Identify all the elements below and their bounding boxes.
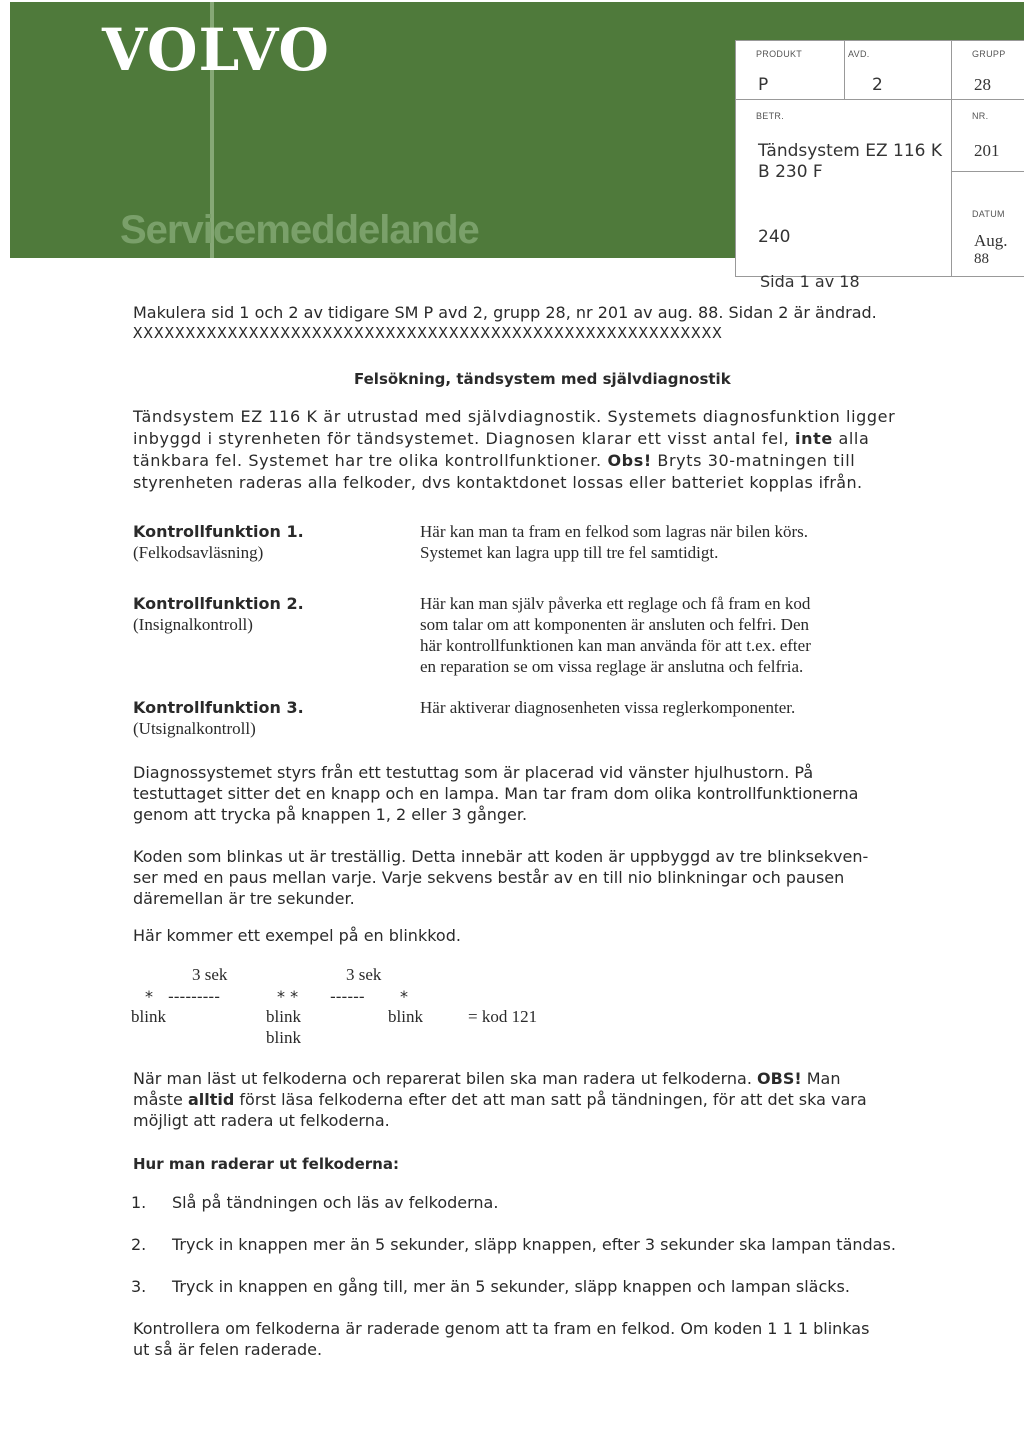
intro-line-2: inbyggd i styrenheten för tändsystemet. Diagnosen klarar ett visst antal fel, inte alla (133, 429, 870, 448)
nr-label: NR. (972, 111, 989, 121)
step-text: Tryck in knappen en gång till, mer än 5 sekunder, släpp knappen och lampan släcks. (172, 1277, 850, 1296)
nr-value: 201 (974, 141, 1000, 160)
function-3 (133, 697, 304, 739)
blink-label-1: blink (131, 1007, 166, 1026)
blink-star-2: * * (277, 987, 299, 1006)
intro-line-4: styrenheten raderas alla felkoder, dvs kontaktdonet lossas eller batteriet kopplas ifrån. (133, 473, 863, 492)
step-number: 2. (131, 1235, 147, 1254)
produkt-value: P (758, 75, 769, 95)
emphasis: alltid (187, 1090, 235, 1109)
cancel-notice: Makulera sid 1 och 2 av tidigare SM P avd 2, grupp 28, nr 201 av aug. 88. Sidan 2 är ändrad. (133, 303, 877, 322)
pause-dash-2: ------ (330, 987, 365, 1006)
emphasis: OBS! (757, 1069, 802, 1088)
betr-line-2: B 230 F (758, 162, 823, 182)
pause-dash-1: --------- (168, 987, 220, 1006)
function-2 (133, 593, 304, 635)
function-3-desc: Här aktiverar diagnosenheten vissa reglerkomponenter. (420, 698, 796, 717)
betr-line-1: Tändsystem EZ 116 K (758, 141, 943, 161)
strike-line: XXXXXXXXXXXXXXXXXXXXXXXXXXXXXXXXXXXXXXXXXXXXXXXXXXXXXXXX (133, 324, 723, 342)
blink-star-1: * (145, 987, 153, 1006)
document-info-table (735, 40, 1024, 277)
blink-star-3: * (400, 987, 408, 1006)
code-paragraph: Koden som blinkas ut är treställig. Detta innebär att koden är uppbyggd av tre blinksekven- ser med en paus mellan varje. Varje sekvens består av en till nio blinkningar och pausen däremellan är tre sekunder. (133, 847, 869, 908)
function-2-desc: Här kan man själv påverka ett reglage och få fram en kod som talar om att komponenten är ansluten och felfri. Den här kontrollfunktionen kan man använda för att t.ex. efter en reparation se om vissa reglage är anslutna och felfria. (420, 594, 811, 676)
table-rule (951, 171, 1024, 172)
erase-paragraph-line-3: möjligt att radera ut felkoderna. (133, 1111, 390, 1130)
produkt-label: PRODUKT (756, 49, 803, 59)
grupp-label: GRUPP (972, 49, 1006, 59)
example-intro: Här kommer ett exempel på en blinkkod. (133, 926, 461, 945)
function-title: Kontrollfunktion 2. (133, 594, 304, 613)
function-subtitle: (Felkodsavläsning) (133, 543, 264, 562)
betr-line-3: 240 (758, 227, 791, 247)
intro-line-3: tänkbara fel. Systemet har tre olika kontrollfunktioner. Obs! Bryts 30-matningen till (133, 451, 856, 470)
datum-line-2: 88 (974, 251, 989, 267)
step-number: 3. (131, 1277, 147, 1296)
section-title: Felsökning, tändsystem med självdiagnostik (354, 370, 731, 388)
datum-label: DATUM (972, 209, 1005, 219)
function-title: Kontrollfunktion 3. (133, 698, 304, 717)
function-subtitle: (Insignalkontroll) (133, 615, 253, 634)
function-1-desc: Här kan man ta fram en felkod som lagras när bilen körs. Systemet kan lagra upp till tre fel samtidigt. (420, 522, 809, 562)
grupp-value: 28 (974, 75, 991, 94)
betr-label: BETR. (756, 111, 785, 121)
table-rule (736, 99, 1024, 100)
document-type-title: Servicemeddelande (120, 208, 479, 252)
step-number: 1. (131, 1193, 147, 1212)
datum-line-1: Aug. (974, 231, 1008, 250)
step-text: Slå på tändningen och läs av felkoderna. (172, 1193, 499, 1212)
avd-value: 2 (872, 75, 883, 95)
function-title: Kontrollfunktion 1. (133, 522, 304, 541)
emphasis: inte (795, 429, 833, 448)
diag-paragraph: Diagnossystemet styrs från ett testuttag som är placerad vid vänster hjulhustorn. På testuttaget sitter det en knapp och en lampa. Man tar fram dom olika kontrollfunktionerna genom att trycka på knappen 1, 2 eller 3 gånger. (133, 763, 859, 824)
table-rule (844, 41, 845, 99)
step-text: Tryck in knappen mer än 5 sekunder, släpp knappen, efter 3 sekunder ska lampan tändas. (172, 1235, 896, 1254)
function-subtitle: (Utsignalkontroll) (133, 719, 256, 738)
table-rule (951, 41, 952, 276)
final-paragraph: Kontrollera om felkoderna är raderade genom att ta fram en felkod. Om koden 1 1 1 blinkas ut så är felen raderade. (133, 1319, 870, 1359)
blink-label-2a: blink (266, 1007, 301, 1026)
erase-paragraph-line-1: När man läst ut felkoderna och reparerat bilen ska man radera ut felkoderna. OBS! Man (133, 1069, 841, 1088)
avd-label: AVD. (848, 49, 870, 59)
howto-heading: Hur man raderar ut felkoderna: (133, 1155, 399, 1173)
function-1 (133, 521, 304, 563)
page-number: Sida 1 av 18 (760, 272, 860, 291)
volvo-logo: VOLVO (102, 16, 330, 84)
blink-label-3: blink (388, 1007, 423, 1026)
emphasis: Obs! (607, 451, 652, 470)
blink-label-2b: blink (266, 1028, 301, 1047)
intro-line-1: Tändsystem EZ 116 K är utrustad med självdiagnostik. Systemets diagnosfunktion ligger (133, 407, 896, 426)
pause-label-2: 3 sek (346, 965, 382, 984)
erase-paragraph-line-2: måste alltid först läsa felkoderna efter det att man satt på tändningen, för att det ska vara (133, 1090, 867, 1109)
pause-label-1: 3 sek (192, 965, 228, 984)
code-result: = kod 121 (468, 1007, 538, 1026)
